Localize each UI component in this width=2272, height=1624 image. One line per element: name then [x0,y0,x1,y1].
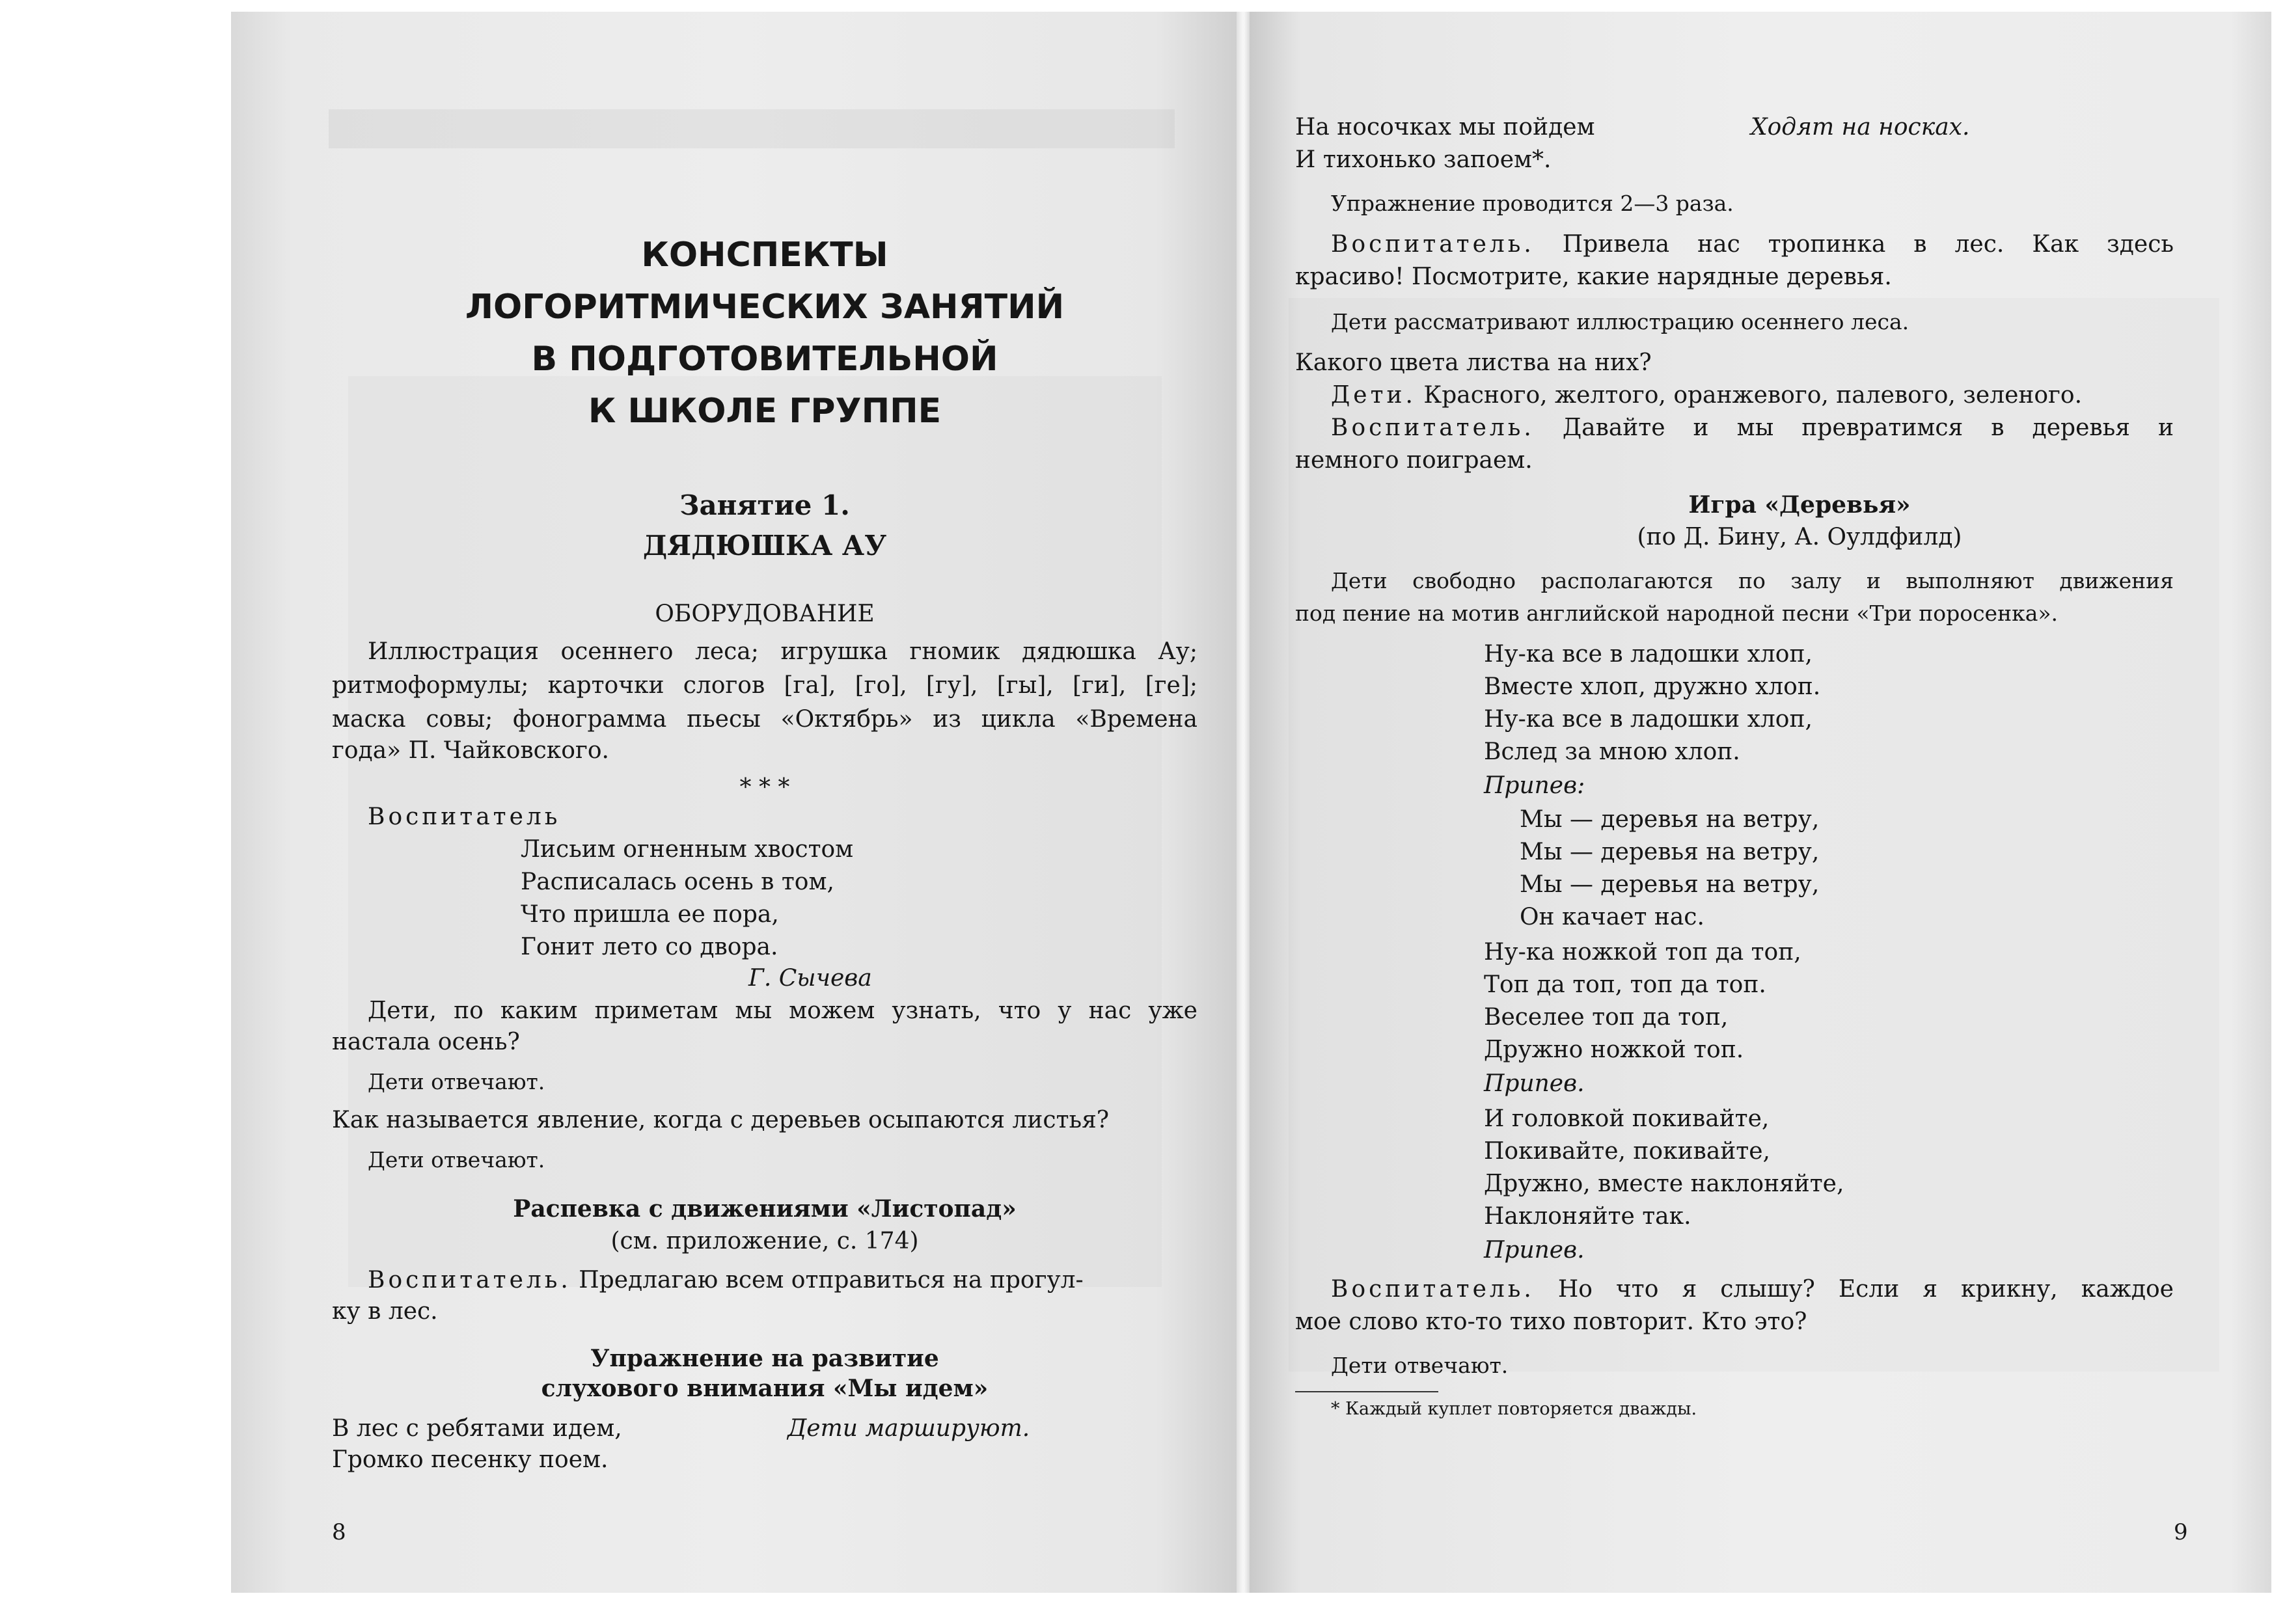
chorus-line: Мы — деревья на ветру, [1520,871,1820,898]
right-page-content [1295,12,2188,1593]
chorus-label: Припев. [1484,1237,1585,1264]
chorus-line: Он качает нас. [1520,904,1704,930]
chorus-label: Припев: [1484,772,1585,799]
separator-asterisks: * * * [739,774,790,801]
teacher-label: Воспитатель. [1331,1276,1535,1303]
teacher-speech-line: мое слово кто-то тихо повторит. Кто это? [1295,1308,1807,1335]
lesson-title: ДЯДЮШКА АУ [642,530,887,562]
equipment-text-line: Иллюстрация осеннего леса; игрушка гномик дядюшка Ау; [368,638,1198,665]
teacher-label: Воспитатель. [368,1267,571,1293]
teacher-invite-line [368,1269,1198,1292]
game-description-line: под пение на мотив английской народной песни «Три поросенка». [1295,601,2059,626]
question-line: Какого цвета листва на них? [1295,349,1652,376]
teacher-speech-line: немного поиграем. [1295,447,1533,474]
look-note: Дети рассматривают иллюстрацию осеннего леса. [1331,309,1909,334]
teacher-speech: Но что я слышу? Если я крикну, каждое [1557,1276,2174,1303]
teacher-label: Воспитатель. [1331,231,1535,258]
teacher-speech: Привела нас тропинка в лес. Как здесь [1562,231,2174,258]
repeat-note: Упражнение проводится 2—3 раза. [1331,191,1734,216]
teacher-speech-line [1295,1278,2174,1301]
chorus-line: Мы — деревья на ветру, [1520,806,1820,833]
game-author: (по Д. Бину, А. Оулдфилд) [1637,524,1962,550]
section-title-line: К ШКОЛЕ ГРУППЕ [588,392,942,431]
song-line: Ну-ка все в ладошки хлоп, [1484,706,1813,733]
chorus-line: Мы — деревья на ветру, [1520,839,1820,865]
question-line: Как называется явление, когда с деревьев осыпаются листья? [332,1107,1110,1133]
game-description-line: Дети свободно располагаются по залу и выполняют движения [1331,568,2174,593]
stage-direction: Дети маршируют. [787,1415,1030,1442]
children-reply: Красного, желтого, оранжевого, палевого, зеленого. [1423,382,2083,409]
poem-line: Расписалась осень в том, [521,869,834,895]
teacher-speech: Давайте и мы превратимся в деревья и [1562,414,2174,441]
section-title-line: КОНСПЕКТЫ [641,236,888,275]
song-line: Вслед за мною хлоп. [1484,738,1740,765]
equipment-text-line: года» П. Чайковского. [332,737,609,764]
poem-line: Лисьим огненным хвостом [521,836,854,863]
teacher-speech-line [1295,416,2174,440]
verse-line: И тихонько запоем*. [1295,146,1552,173]
question-line: Дети, по каким приметам мы можем узнать, что у нас уже [368,997,1198,1024]
lesson-number: Занятие 1. [679,489,850,521]
page-number: 9 [2174,1519,2188,1545]
song-line: Дружно, вместе наклоняйте, [1484,1171,1844,1197]
verse-line: В лес с ребятами идем, [332,1415,622,1442]
page-number: 8 [332,1519,346,1545]
footnote-rule [1295,1391,1438,1392]
song-line: Покивайте, покивайте, [1484,1138,1770,1165]
song-line: Ну-ка все в ладошки хлоп, [1484,641,1813,668]
children-answer: Дети отвечают. [368,1069,545,1094]
exercise-title-line: Упражнение на развитие [590,1345,939,1372]
verse-line: На носочках мы пойдем [1295,114,1595,141]
song-line: Топ да топ, топ да топ. [1484,971,1766,998]
game-title: Игра «Деревья» [1688,491,1911,519]
song-reference: (см. приложение, с. 174) [610,1228,919,1254]
footnote: * Каждый куплет повторяется дважды. [1331,1399,1697,1419]
teacher-label: Воспитатель [368,804,561,830]
song-line: Веселее топ да топ, [1484,1004,1729,1031]
children-reply-line [1331,384,2082,407]
children-answer: Дети отвечают. [368,1147,545,1172]
song-line: И головкой покивайте, [1484,1105,1770,1132]
teacher-speech: Предлагаю всем отправиться на прогул- [579,1267,1084,1293]
children-answer: Дети отвечают. [1331,1353,1509,1378]
teacher-speech-line: ку в лес. [332,1298,438,1325]
poem-line: Что пришла ее пора, [521,901,779,928]
song-line: Вместе хлоп, дружно хлоп. [1484,673,1821,700]
verse-line: Громко песенку поем. [332,1446,609,1473]
song-line: Наклоняйте так. [1484,1203,1691,1230]
poem-author: Г. Сычева [748,965,872,992]
exercise-title-line: слухового внимания «Мы идем» [541,1375,989,1402]
teacher-label: Воспитатель. [1331,414,1535,441]
song-title: Распевка с движениями «Листопад» [513,1195,1017,1223]
children-label: Дети. [1331,382,1416,409]
equipment-heading: ОБОРУДОВАНИЕ [655,601,875,627]
stage-direction: Ходят на носках. [1751,114,1970,141]
song-line: Ну-ка ножкой топ да топ, [1484,939,1801,966]
chorus-label: Припев. [1484,1070,1585,1097]
section-title-line: ЛОГОРИТМИЧЕСКИХ ЗАНЯТИЙ [465,288,1065,327]
left-page [231,12,1237,1593]
teacher-speech-line [1295,233,2174,256]
equipment-text-line: ритмоформулы; карточки слогов [га], [го], [гу], [гы], [ги], [ге]; [332,672,1198,699]
section-title-line: В ПОДГОТОВИТЕЛЬНОЙ [531,340,998,379]
teacher-speech-line: красиво! Посмотрите, какие нарядные деревья. [1295,264,1892,290]
poem-line: Гонит лето со двора. [521,934,778,960]
equipment-text-line: маска совы; фонограмма пьесы «Октябрь» из цикла «Времена [332,706,1198,733]
question-line: настала осень? [332,1029,520,1055]
left-page-content [332,12,1198,1593]
right-page [1250,12,2271,1593]
song-line: Дружно ножкой топ. [1484,1036,1744,1063]
